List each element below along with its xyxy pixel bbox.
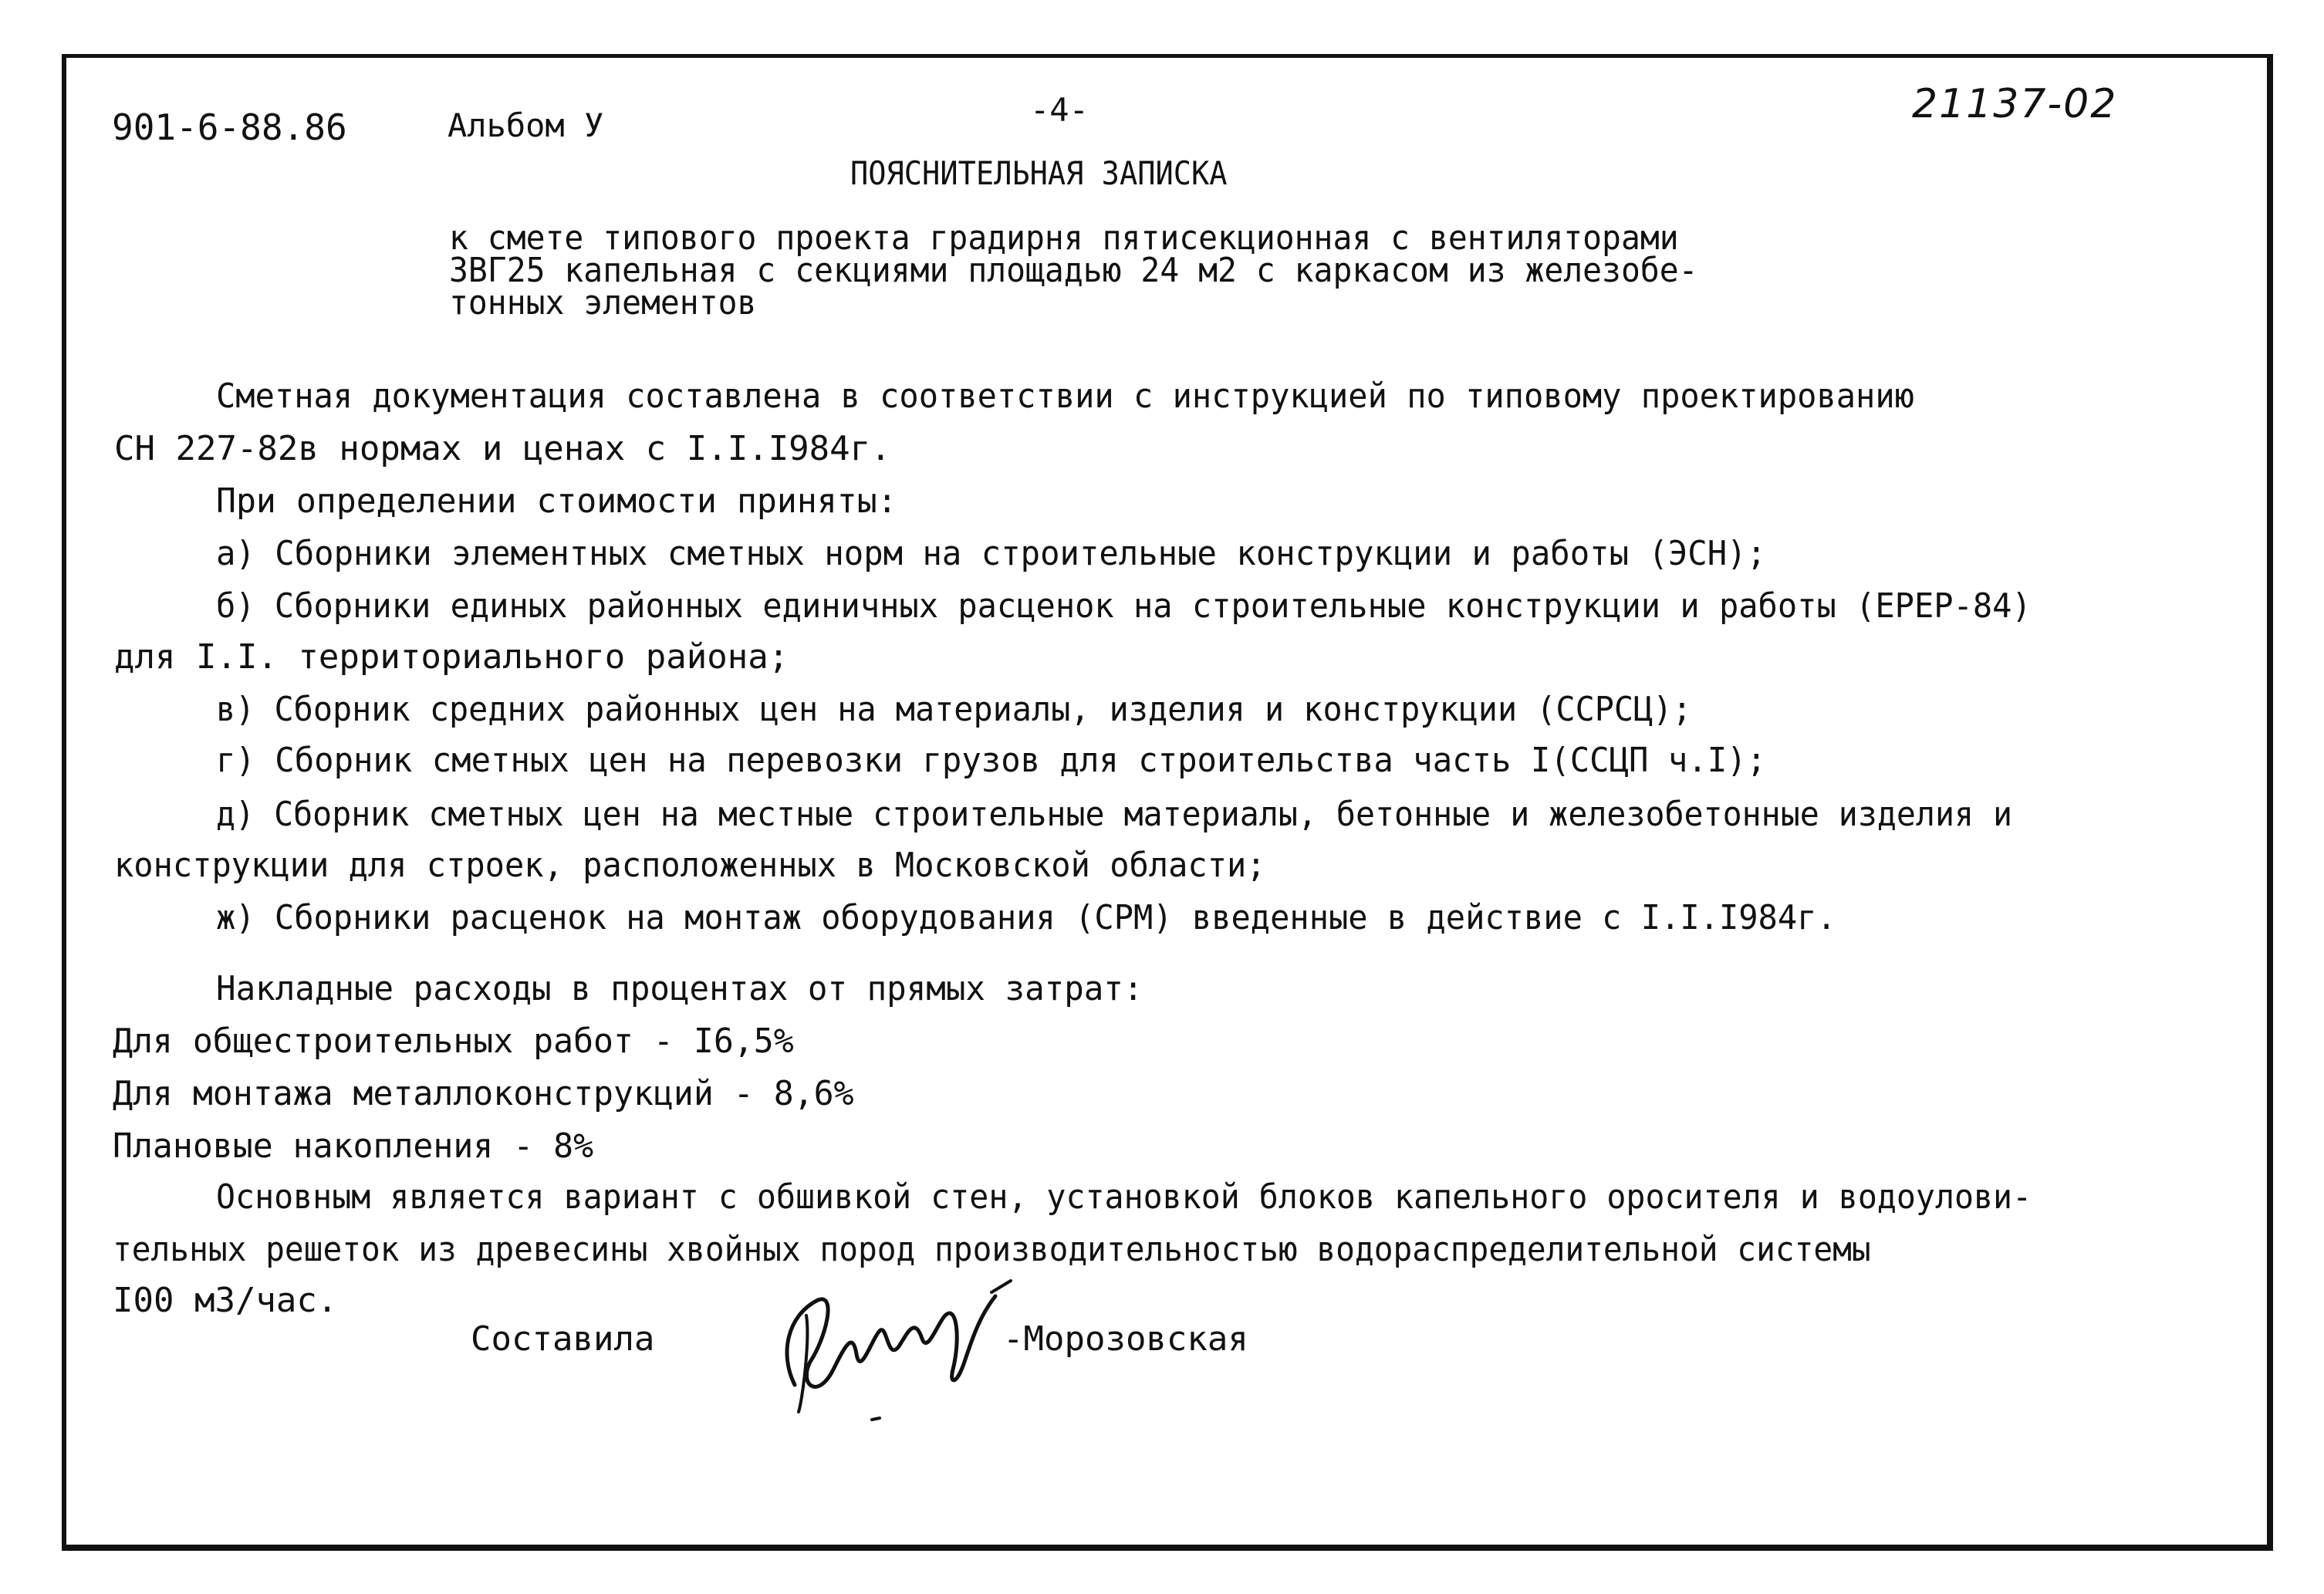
main-variant: Основным является вариант с обшивкой стен, установкой блоков капельного оросителя и водоулови- (216, 1177, 2032, 1217)
subtitle-line: тонных элементов (449, 283, 757, 323)
list-item-b: б) Сборники единых районных единичных расценок на строительные конструкции и работы (ЕРЕР-84) (216, 586, 2032, 626)
page-number: -4- (1030, 91, 1089, 129)
main-variant-cont: тельных решеток из древесины хвойных пород производительностью водораспределительной системы (113, 1230, 1871, 1269)
list-item-a: а) Сборники элементных сметных норм на строительные конструкции и работы (ЭСН); (216, 534, 1767, 573)
subtitle-line: к смете типового проекта градирня пятисекционная с вентиляторами (449, 218, 1679, 258)
main-variant-cont: I00 м3/час. (113, 1281, 338, 1320)
document-title: ПОЯСНИТЕЛЬНАЯ ЗАПИСКА (850, 154, 1228, 192)
author-name: -Морозовская (1003, 1319, 1248, 1359)
list-item-g: г) Сборник сметных цен на перевозки грузов для строительства часть I(ССЦП ч.I); (216, 741, 1767, 780)
list-item-v: в) Сборник средних районных цен на материалы, изделия и конструкции (ССРСЦ); (216, 690, 1692, 729)
overhead-metal: Для монтажа металлоконструкций - 8,6% (113, 1074, 854, 1113)
list-item-d: д) Сборник сметных цен на местные строительные материалы, бетонные и железобетонные изделия и (216, 795, 2013, 834)
list-item-zh: ж) Сборники расценок на монтаж оборудования (СРМ) введенные в действие с I.I.I984г. (216, 898, 1836, 937)
body-paragraph-intro: Сметная документация составлена в соответствии с инструкцией по типовому проектированию (216, 377, 1914, 416)
body-line: СН 227-82в нормах и ценах с I.I.I984г. (114, 429, 891, 468)
list-item-d-cont: конструкции для строек, расположенных в Московской области; (114, 846, 1266, 885)
signature-image (764, 1269, 1018, 1423)
compiled-by-label: Составила (471, 1319, 655, 1359)
overhead-general: Для общестроительных работ - I6,5% (113, 1022, 794, 1061)
album-label: Альбом У (448, 106, 604, 144)
overhead-heading: Накладные расходы в процентах от прямых затрат: (216, 969, 1143, 1008)
document-code: 901-6-88.86 (112, 106, 347, 148)
subtitle-line: ЗВГ25 капельная с секциями площадью 24 м2 с каркасом из железобе- (449, 251, 1698, 290)
inventory-number: 21137-02 (1912, 81, 2118, 127)
planned-savings: Плановые накопления - 8% (113, 1126, 594, 1166)
signature-block (471, 1296, 1319, 1435)
list-item-b-cont: для I.I. территориального района; (114, 637, 789, 677)
body-line: При определении стоимости приняты: (216, 481, 897, 521)
document-subtitle (449, 218, 1798, 323)
